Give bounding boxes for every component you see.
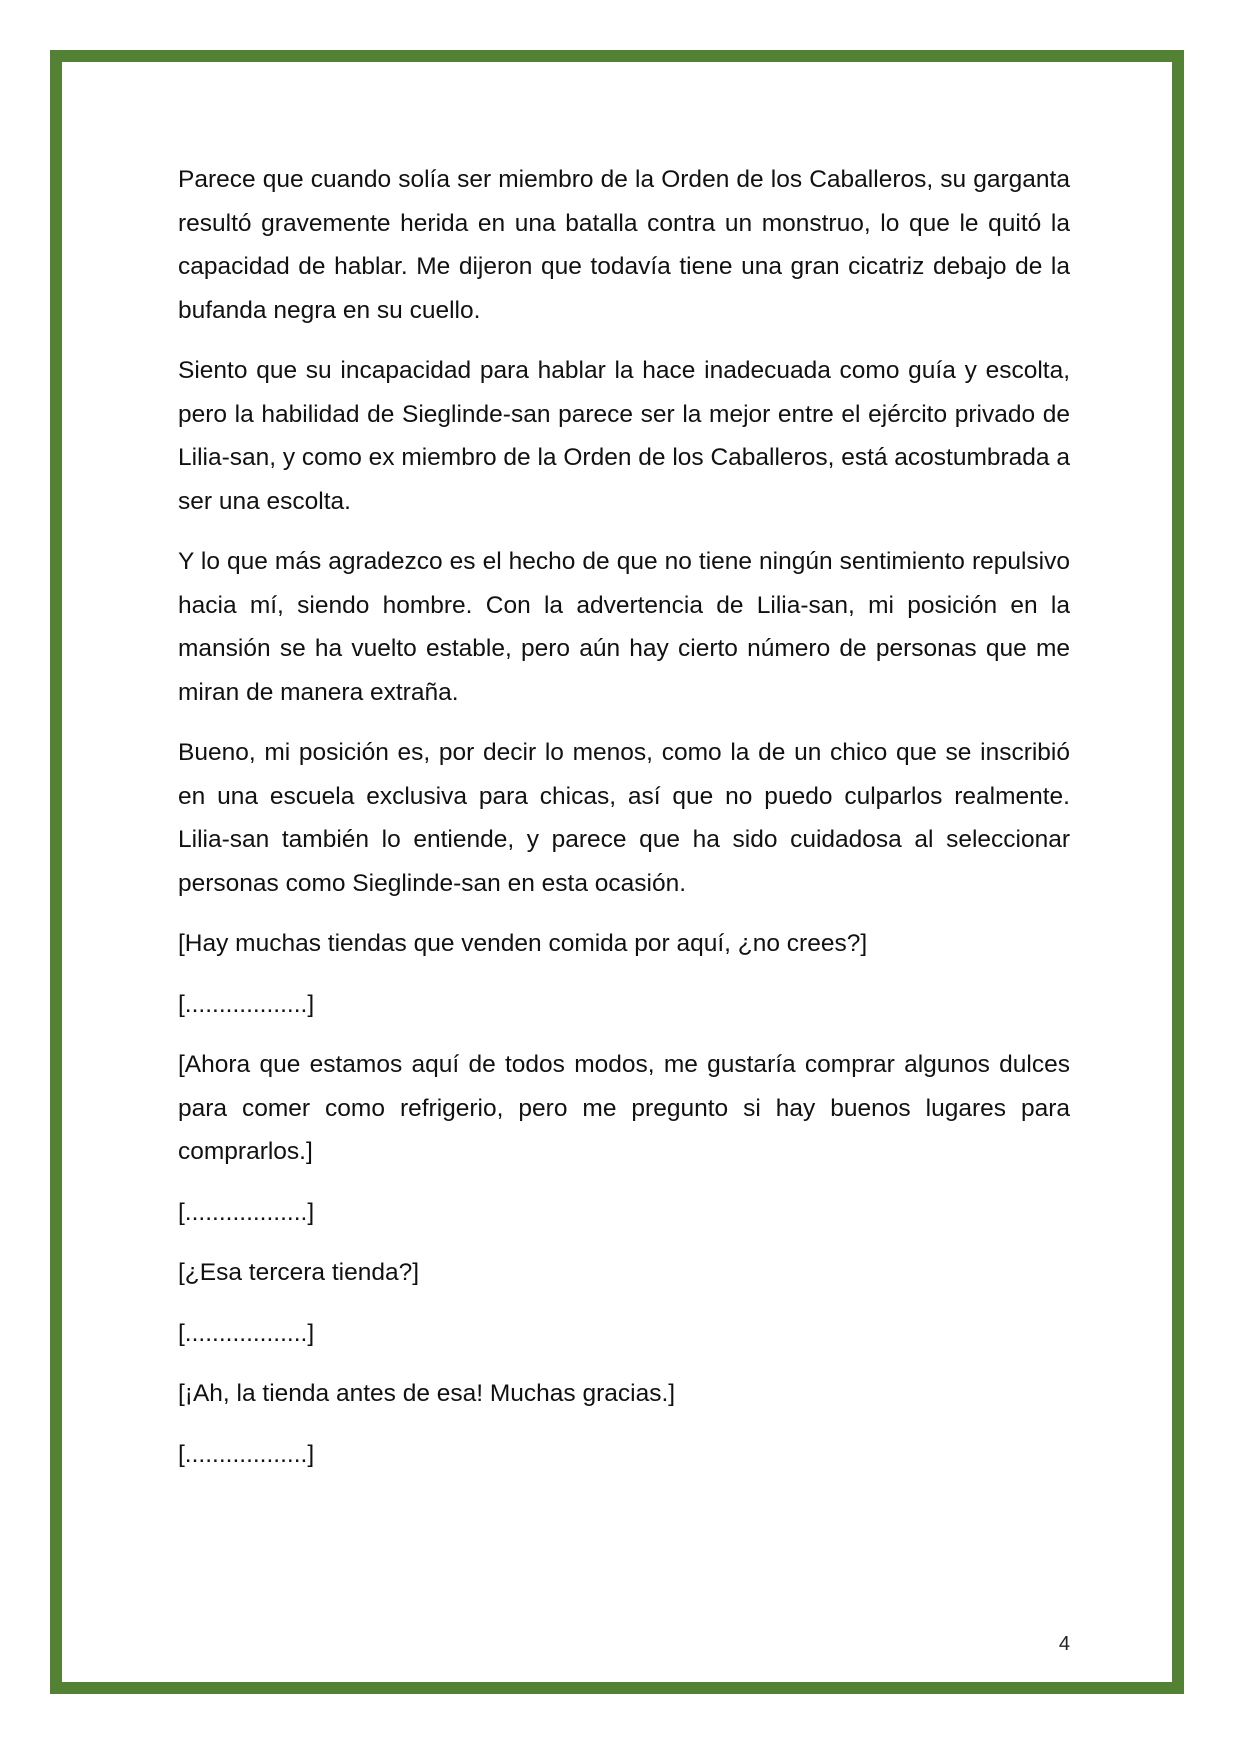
- dialogue-line: [Hay muchas tiendas que venden comida por aquí, ¿no crees?]: [178, 930, 868, 957]
- dialogue-line: [¿Esa tercera tienda?]: [178, 1259, 420, 1286]
- dialogue-line: [..................]: [178, 990, 315, 1018]
- dialogue-line: [..................]: [178, 1440, 315, 1468]
- dialogue-line: [..................]: [178, 1319, 315, 1347]
- document-body: [178, 158, 1070, 1493]
- dialogue-line: [..................]: [178, 1198, 315, 1226]
- paragraph: Siento que su incapacidad para hablar la hace inadecuada como guía y escolta, pero la habilidad de Sieglinde-san parece ser la mejor entre el ejército privado de Lilia-san, y como ex miembro de la Orden de los Caballeros, está acostumbrada a ser una escolta.: [178, 357, 1070, 515]
- paragraph: Y lo que más agradezco es el hecho de que no tiene ningún sentimiento repulsivo hacia mí, siendo hombre. Con la advertencia de Lilia-san, mi posición en la mansión se ha vuelto estable, pero aún hay cierto número de personas que me miran de manera extraña.: [178, 548, 1070, 706]
- dialogue-line: [¡Ah, la tienda antes de esa! Muchas gracias.]: [178, 1380, 676, 1407]
- paragraph: Bueno, mi posición es, por decir lo menos, como la de un chico que se inscribió en una escuela exclusiva para chicas, así que no puedo culparlos realmente. Lilia-san también lo entiende, y parece que ha sido cuidadosa al seleccionar personas como Sieglinde-san en esta ocasión.: [178, 739, 1070, 897]
- dialogue-line: [Ahora que estamos aquí de todos modos, me gustaría comprar algunos dulces para comer como refrigerio, pero me pregunto si hay buenos lugares para comprarlos.]: [178, 1051, 1070, 1165]
- page-number: 4: [1058, 1633, 1070, 1655]
- paragraph: Parece que cuando solía ser miembro de la Orden de los Caballeros, su garganta resultó gravemente herida en una batalla contra un monstruo, lo que le quitó la capacidad de hablar. Me dijeron que todavía tiene una gran cicatriz debajo de la bufanda negra en su cuello.: [178, 166, 1070, 324]
